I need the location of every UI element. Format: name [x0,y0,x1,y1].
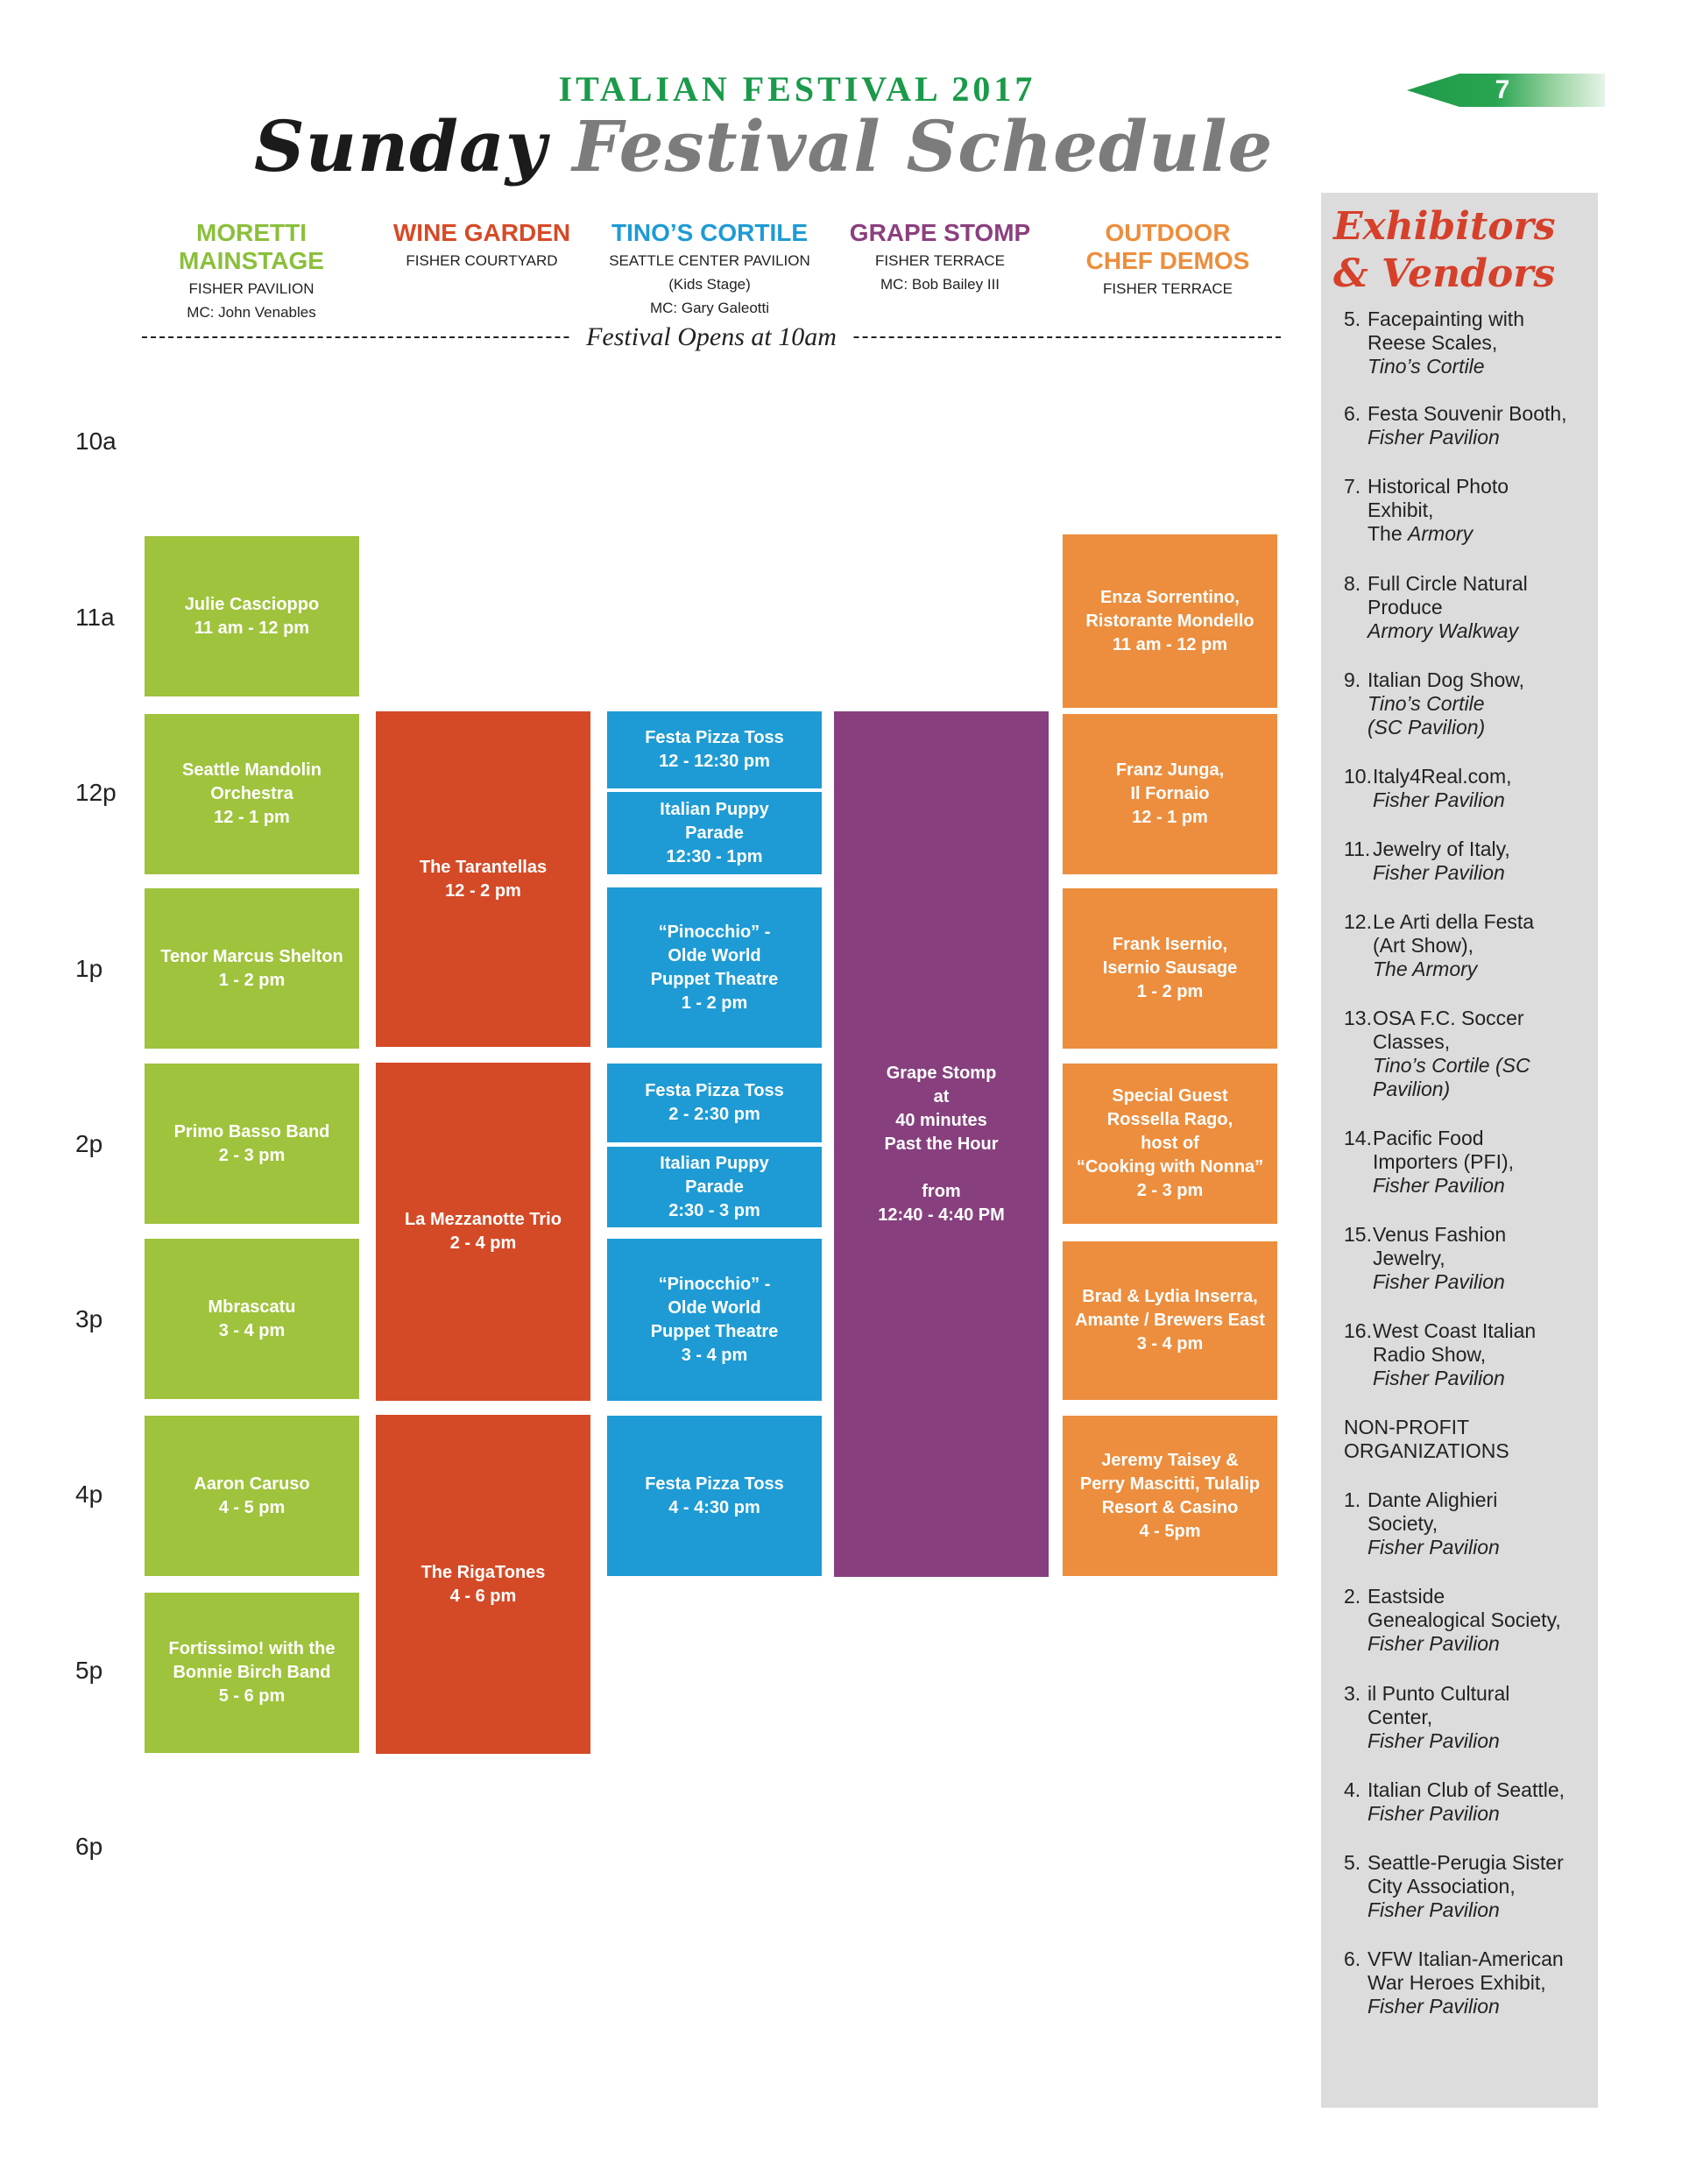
item-name: Full Circle Natural Produce [1368,572,1528,618]
list-item [1344,1223,1598,1294]
list-item [1344,1682,1598,1753]
item-name: Historical Photo Exhibit, The [1368,475,1509,545]
item-name: Italy4Real.com, [1373,765,1512,788]
item-number: 6. [1344,1947,1361,1970]
venue-name: WINE GARDEN [392,219,571,246]
time-label: 5p [75,1657,103,1684]
item-name: West Coast Italian Radio Show, [1373,1319,1537,1366]
venue-location: FISHER COURTYARD [406,252,558,269]
item-number: 16. [1344,1319,1372,1342]
item-number: 13. [1344,1007,1372,1029]
item-name: OSA F.C. Soccer Classes, [1373,1007,1524,1053]
item-number: 5. [1344,1851,1361,1874]
item-venue: Fisher Pavilion [1373,1174,1505,1197]
item-venue: Fisher Pavilion [1373,861,1505,884]
item-venue: Fisher Pavilion [1368,1729,1500,1752]
venue-location: SEATTLE CENTER PAVILION (Kids Stage) MC: Gary Galeotti [609,252,810,316]
item-number: 4. [1344,1778,1361,1801]
event-block[interactable]: Italian Puppy Parade 2:30 - 3 pm [607,1147,822,1227]
event-block[interactable]: La Mezzanotte Trio 2 - 4 pm [376,1063,590,1401]
event-block[interactable]: Festa Pizza Toss 4 - 4:30 pm [607,1416,822,1576]
item-venue: Fisher Pavilion [1368,1536,1500,1558]
item-venue: Fisher Pavilion [1373,1270,1505,1293]
list-item [1344,668,1598,739]
event-block[interactable]: Special Guest Rossella Rago, host of “Cooking with Nonna” 2 - 3 pm [1063,1064,1277,1224]
event-block[interactable]: Julie Cascioppo 11 am - 12 pm [145,536,359,696]
event-block[interactable]: Fortissimo! with the Bonnie Birch Band 5 - 6 pm [145,1593,359,1753]
time-label: 4p [75,1481,103,1508]
event-block[interactable]: Tenor Marcus Shelton 1 - 2 pm [145,888,359,1049]
item-name: Italian Dog Show, [1368,668,1525,691]
arrow-icon [1407,74,1459,107]
time-label: 1p [75,955,103,982]
exhibitors-sidebar [1321,193,1598,2108]
page-number: 7 [1495,75,1510,104]
item-name: Italian Club of Seattle, [1368,1778,1565,1801]
venue-name: GRAPE STOMP [849,219,1031,246]
item-name: il Punto Cultural Center, [1368,1682,1510,1728]
item-number: 5. [1344,307,1361,330]
item-venue: Armory Walkway [1368,619,1519,642]
venue-name: OUTDOOR CHEF DEMOS [1085,219,1250,274]
item-number: 15. [1344,1223,1372,1246]
item-venue: Fisher Pavilion [1368,1898,1500,1921]
item-name: VFW Italian-American War Heroes Exhibit, [1368,1947,1564,1994]
item-number: 8. [1344,572,1361,595]
event-block[interactable]: Primo Basso Band 2 - 3 pm [145,1064,359,1224]
item-number: 7. [1344,475,1361,498]
event-block[interactable]: The RigaTones 4 - 6 pm [376,1415,590,1754]
list-item [1344,307,1598,378]
sidebar-title-line: & Vendors [1333,251,1556,296]
list-item [1344,838,1598,885]
list-item [1344,1007,1598,1101]
venue-location: FISHER TERRACE [1103,280,1233,297]
list-item [1344,1947,1598,2018]
item-name: Eastside Genealogical Society, [1368,1585,1561,1631]
venue-header-wine-garden [368,219,596,272]
item-number: 6. [1344,402,1361,425]
event-block[interactable]: Seattle Mandolin Orchestra 12 - 1 pm [145,714,359,874]
sidebar-title [1333,203,1556,298]
page-title [254,105,1273,187]
time-label: 11a [75,604,115,631]
page-number-tab [1407,74,1605,107]
list-item [1344,1585,1598,1656]
venue-header-chef-demos [1054,219,1282,300]
venue-location: FISHER TERRACE MC: Bob Bailey III [875,252,1005,293]
event-block[interactable]: Franz Junga, Il Fornaio 12 - 1 pm [1063,714,1277,874]
event-block[interactable]: Grape Stomp at 40 minutes Past the Hour from 12:40 - 4:40 PM [834,711,1049,1577]
title-rest: Festival Schedule [572,105,1274,187]
venue-name: TINO’S CORTILE [611,219,808,246]
event-block[interactable]: Mbrascatu 3 - 4 pm [145,1239,359,1399]
time-label: 10a [75,428,117,455]
item-venue: Tino’s Cortile (SC Pavilion) [1368,692,1486,739]
list-item [1344,910,1598,981]
event-block[interactable]: Italian Puppy Parade 12:30 - 1pm [607,792,822,874]
time-label: 3p [75,1305,103,1332]
event-block[interactable]: Festa Pizza Toss 2 - 2:30 pm [607,1064,822,1142]
event-block[interactable]: Brad & Lydia Inserra, Amante / Brewers East 3 - 4 pm [1063,1241,1277,1400]
time-label: 2p [75,1130,103,1157]
list-item [1344,1851,1598,1922]
event-block[interactable]: Enza Sorrentino, Ristorante Mondello 11 am - 12 pm [1063,534,1277,708]
item-venue: Fisher Pavilion [1368,426,1500,449]
item-venue: The Armory [1373,958,1478,980]
item-name: Venus Fashion Jewelry, [1373,1223,1507,1269]
item-number: 14. [1344,1127,1372,1149]
event-block[interactable]: “Pinocchio” - Olde World Puppet Theatre 3 - 4 pm [607,1239,822,1401]
venue-header-cortile [596,219,823,320]
festival-title: ITALIAN FESTIVAL 2017 [558,69,1036,109]
venue-header-grape-stomp [826,219,1054,296]
list-item [1344,572,1598,643]
list-item [1344,402,1598,449]
title-day: Sunday [254,105,548,187]
item-venue: Tino’s Cortile [1368,355,1485,378]
item-name: Pacific Food Importers (PFI), [1373,1127,1515,1173]
list-item [1344,475,1598,546]
item-venue: Tino’s Cortile (SC Pavilion) [1373,1054,1530,1100]
list-item [1344,765,1598,812]
venue-name: MORETTI MAINSTAGE [179,219,324,274]
event-block[interactable]: Festa Pizza Toss 12 - 12:30 pm [607,711,822,788]
list-item [1344,1488,1598,1559]
time-label: 6p [75,1833,103,1860]
list-item [1344,1319,1598,1390]
time-label: 12p [75,779,117,806]
event-block[interactable]: Aaron Caruso 4 - 5 pm [145,1416,359,1576]
item-venue: Fisher Pavilion [1368,1632,1500,1655]
item-name: Jewelry of Italy, [1373,838,1510,860]
sidebar-title-line: Exhibitors [1333,204,1556,249]
list-item [1344,1127,1598,1198]
item-name: Dante Alighieri Society, [1368,1488,1498,1535]
item-number: 12. [1344,910,1372,933]
festival-opens-text: Festival Opens at 10am [569,322,853,352]
event-block[interactable]: “Pinocchio” - Olde World Puppet Theatre 1 - 2 pm [607,887,822,1048]
item-number: 2. [1344,1585,1361,1608]
item-name: Facepainting with Reese Scales, [1368,307,1524,354]
nonprofit-heading: NON-PROFIT ORGANIZATIONS [1344,1416,1509,1462]
event-block[interactable]: Frank Isernio, Isernio Sausage 1 - 2 pm [1063,888,1277,1049]
item-venue: Fisher Pavilion [1368,1802,1500,1825]
list-item [1344,1778,1598,1826]
event-block[interactable]: Jeremy Taisey & Perry Mascitti, Tulalip Resort & Casino 4 - 5pm [1063,1416,1277,1576]
item-number: 1. [1344,1488,1361,1511]
item-number: 3. [1344,1682,1361,1705]
item-name: Seattle-Perugia Sister City Association, [1368,1851,1564,1898]
item-name: Festa Souvenir Booth, [1368,402,1567,425]
venue-location: FISHER PAVILION MC: John Venables [187,280,316,321]
venue-header-mainstage [138,219,365,324]
item-venue: Armory [1408,522,1474,545]
item-venue: Fisher Pavilion [1368,1995,1500,2018]
item-name: Le Arti della Festa (Art Show), [1373,910,1535,957]
item-number: 10. [1344,765,1372,788]
event-block[interactable]: The Tarantellas 12 - 2 pm [376,711,590,1047]
item-venue: Fisher Pavilion [1373,1367,1505,1389]
item-number: 9. [1344,668,1361,691]
item-venue: Fisher Pavilion [1373,788,1505,811]
item-number: 11. [1344,838,1371,860]
